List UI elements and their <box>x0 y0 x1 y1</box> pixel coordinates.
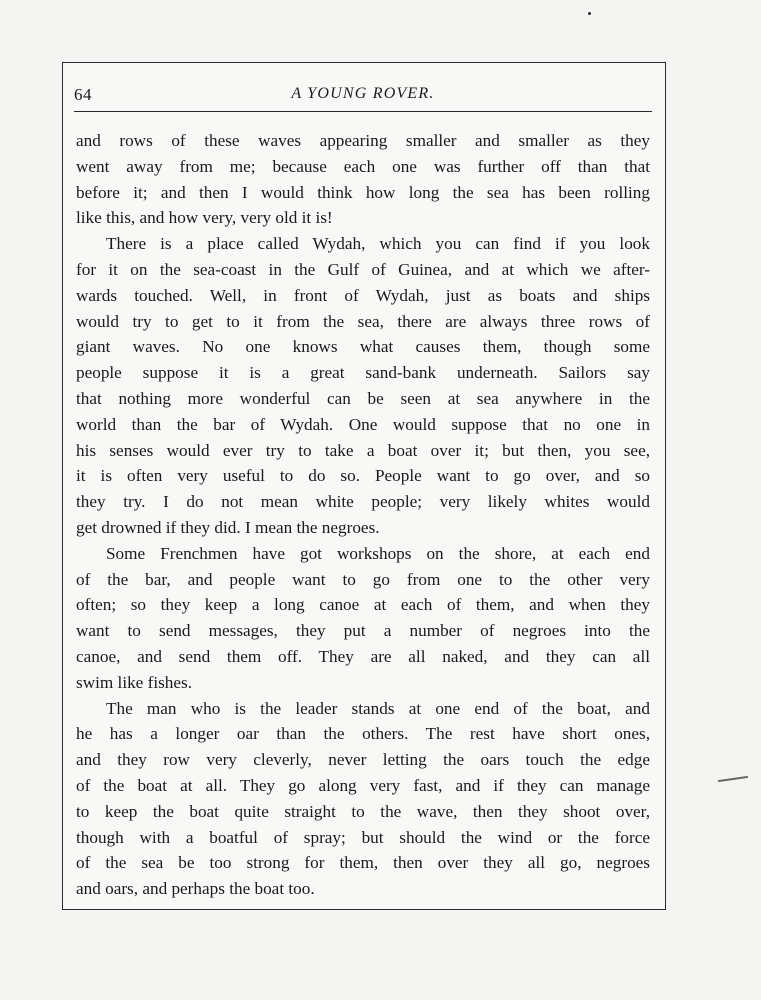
text-line: often; so they keep a long canoe at each of them, and when they <box>76 595 650 615</box>
running-title: A YOUNG ROVER. <box>291 85 435 102</box>
text-line: canoe, and send them off. They are all naked, and they can all <box>76 646 650 666</box>
text-line: for it on the sea-coast in the Gulf of Guinea, and at which we after- <box>76 259 650 279</box>
text-line: his senses would ever try to take a boat over it; but then, you see, <box>76 440 650 460</box>
text-line: went away from me; because each one was further off than that <box>76 156 650 176</box>
text-line: he has a longer oar than the others. The rest have short ones, <box>76 724 650 744</box>
text-line: want to send messages, they put a number of negroes into the <box>76 621 650 641</box>
text-line: they try. I do not mean white people; very likely whites would <box>76 492 650 512</box>
text-line: that nothing more wonderful can be seen at sea anywhere in the <box>76 388 650 408</box>
running-header <box>74 82 652 112</box>
text-line: and rows of these waves appearing smaller and smaller as they <box>76 131 650 150</box>
text-line: wards touched. Well, in front of Wydah, just as boats and ships <box>76 285 650 305</box>
text-line: and oars, and perhaps the boat too. <box>76 879 315 899</box>
text-line: to keep the boat quite straight to the wave, then they shoot over, <box>76 801 650 821</box>
text-line: and they row very cleverly, never letting the oars touch the edge <box>76 750 650 770</box>
text-line: it is often very useful to do so. People want to go over, and so <box>76 466 650 486</box>
text-line: The man who is the leader stands at one end of the boat, and <box>106 698 650 718</box>
text-line: of the bar, and people want to go from one to the other very <box>76 569 650 589</box>
text-line: Some Frenchmen have got workshops on the shore, at each end <box>106 543 650 563</box>
text-line: of the sea be too strong for them, then over they all go, negroes <box>76 853 650 873</box>
text-line: of the boat at all. They go along very fast, and if they can manage <box>76 775 650 795</box>
scan-mark <box>718 776 748 782</box>
text-line: There is a place called Wydah, which you can find if you look <box>106 234 650 254</box>
text-line: get drowned if they did. I mean the negroes. <box>76 517 380 537</box>
text-line: like this, and how very, very old it is! <box>76 208 333 228</box>
text-line: though with a boatful of spray; but should the wind or the force <box>76 827 650 847</box>
text-line: before it; and then I would think how long the sea has been rolling <box>76 182 650 202</box>
text-line: would try to get to it from the sea, there are always three rows of <box>76 311 650 331</box>
text-line: swim like fishes. <box>76 672 193 692</box>
page-number: 64 <box>74 85 92 104</box>
body-text <box>76 128 650 902</box>
text-line: giant waves. No one knows what causes them, though some <box>76 337 650 357</box>
text-line: people suppose it is a great sand-bank underneath. Sailors say <box>76 363 650 383</box>
text-line: world than the bar of Wydah. One would suppose that no one in <box>76 414 650 434</box>
scan-speck <box>588 12 591 15</box>
